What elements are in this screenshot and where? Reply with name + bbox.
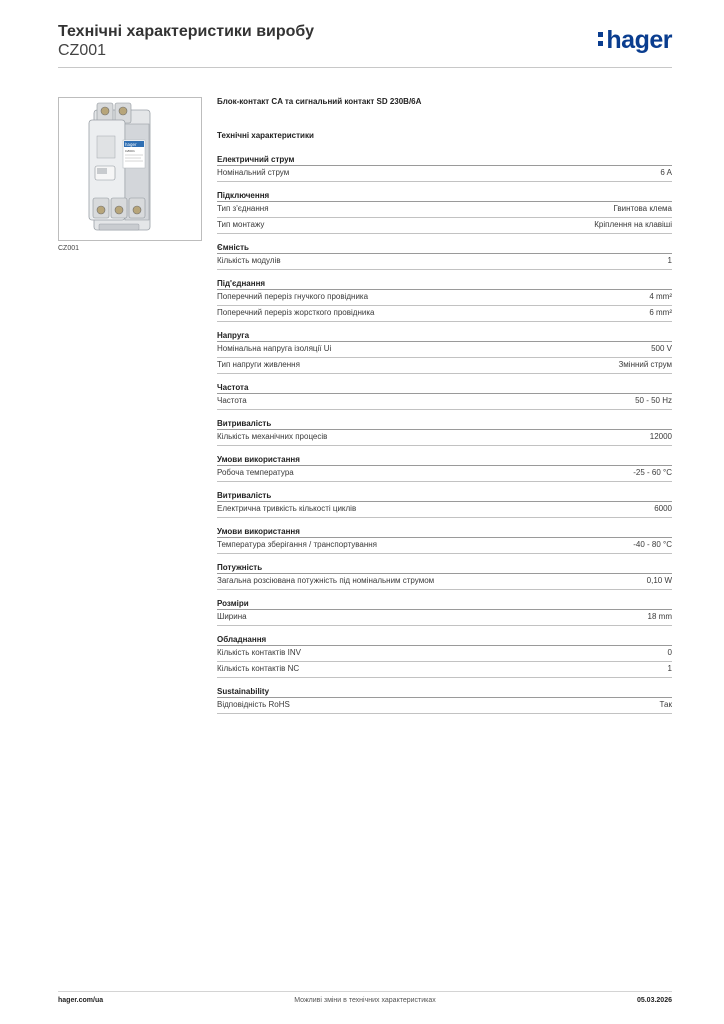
spec-value: 500 V xyxy=(651,344,672,353)
spec-label: Номінальний струм xyxy=(217,168,290,177)
spec-group xyxy=(217,418,672,446)
header-divider xyxy=(58,67,672,68)
spec-value: 1 xyxy=(667,664,672,673)
spec-group xyxy=(217,190,672,234)
spec-label: Кількість контактів INV xyxy=(217,648,301,657)
spec-label: Температура зберігання / транспортування xyxy=(217,540,378,549)
spec-group xyxy=(217,686,672,714)
spec-row xyxy=(217,466,672,482)
spec-value: 6000 xyxy=(654,504,672,513)
spec-group-title: Витривалість xyxy=(217,418,672,430)
spec-value: -40 - 80 °C xyxy=(633,540,672,549)
spec-row xyxy=(217,358,672,374)
spec-label: Кількість модулів xyxy=(217,256,281,265)
spec-label: Кількість контактів NC xyxy=(217,664,300,673)
spec-row xyxy=(217,394,672,410)
footer-note: Можливі зміни в технічних характеристиках xyxy=(294,997,436,1004)
spec-label: Поперечний переріз жорсткого провідника xyxy=(217,308,375,317)
page-footer xyxy=(58,997,672,1007)
spec-group-title: Електричний струм xyxy=(217,154,672,166)
spec-row xyxy=(217,306,672,322)
device-brand-label: hager xyxy=(125,142,137,147)
page-header xyxy=(58,22,672,68)
spec-value: 6 mm² xyxy=(649,308,672,317)
spec-value: 0 xyxy=(667,648,672,657)
spec-value: 6 A xyxy=(660,168,672,177)
spec-value: Гвинтова клема xyxy=(613,204,672,213)
spec-label: Кількість механічних процесів xyxy=(217,432,328,441)
spec-value: 18 mm xyxy=(647,612,672,621)
page-title: Технічні характеристики виробу xyxy=(58,23,314,40)
spec-group xyxy=(217,634,672,678)
spec-label: Поперечний переріз гнучкого провідника xyxy=(217,292,369,301)
spec-group-title: Витривалість xyxy=(217,490,672,502)
product-image xyxy=(58,97,202,241)
hager-logo xyxy=(598,26,672,55)
product-illustration xyxy=(59,98,201,240)
spec-row xyxy=(217,290,672,306)
spec-row xyxy=(217,662,672,678)
spec-value: Змінний струм xyxy=(618,360,672,369)
spec-group-title: Умови використання xyxy=(217,454,672,466)
spec-value: Так xyxy=(659,700,672,709)
spec-group xyxy=(217,154,672,182)
product-title: Блок-контакт CA та сигнальний контакт SD 230В/6А xyxy=(217,97,422,106)
spec-label: Ширина xyxy=(217,612,247,621)
image-caption: CZ001 xyxy=(58,245,80,252)
spec-groups xyxy=(217,154,672,714)
spec-group xyxy=(217,330,672,374)
spec-group xyxy=(217,382,672,410)
spec-group-title: Sustainability xyxy=(217,686,672,698)
spec-value: 50 - 50 Hz xyxy=(635,396,672,405)
product-code: CZ001 xyxy=(58,42,107,59)
logo-mark-icon xyxy=(598,32,604,50)
spec-label: Частота xyxy=(217,396,247,405)
spec-group-title: Підключення xyxy=(217,190,672,202)
spec-row xyxy=(217,166,672,182)
section-heading: Технічні характеристики xyxy=(217,131,314,140)
footer-website-link[interactable]: hager.com/ua xyxy=(58,997,104,1004)
spec-row xyxy=(217,574,672,590)
spec-value: Кріплення на клавіші xyxy=(594,220,672,229)
spec-group xyxy=(217,526,672,554)
spec-value: 12000 xyxy=(649,432,672,441)
spec-label: Електрична тривкість кількості циклів xyxy=(217,504,357,513)
spec-label: Номінальна напруга ізоляції Ui xyxy=(217,344,332,353)
spec-group-title: Ємність xyxy=(217,242,672,254)
spec-group xyxy=(217,598,672,626)
spec-group-title: Потужність xyxy=(217,562,672,574)
spec-row xyxy=(217,254,672,270)
spec-value: 4 mm² xyxy=(649,292,672,301)
spec-label: Відповідність RoHS xyxy=(217,700,290,709)
device-code-label: CZ001 xyxy=(125,149,135,153)
spec-row xyxy=(217,698,672,714)
spec-group-title: Частота xyxy=(217,382,672,394)
spec-group xyxy=(217,278,672,322)
spec-row xyxy=(217,202,672,218)
spec-group xyxy=(217,242,672,270)
spec-group-title: Розміри xyxy=(217,598,672,610)
logo-text: hager xyxy=(606,26,672,54)
spec-group-title: Умови використання xyxy=(217,526,672,538)
spec-group-title: Обладнання xyxy=(217,634,672,646)
spec-content xyxy=(217,96,672,722)
spec-value: -25 - 60 °C xyxy=(633,468,672,477)
spec-value: 1 xyxy=(667,256,672,265)
spec-group-title: Напруга xyxy=(217,330,672,342)
spec-row xyxy=(217,342,672,358)
spec-group xyxy=(217,454,672,482)
spec-label: Тип монтажу xyxy=(217,220,265,229)
spec-row xyxy=(217,430,672,446)
spec-label: Робоча температура xyxy=(217,468,294,477)
spec-row xyxy=(217,610,672,626)
spec-group-title: Під'єднання xyxy=(217,278,672,290)
spec-row xyxy=(217,646,672,662)
spec-group xyxy=(217,490,672,518)
spec-group xyxy=(217,562,672,590)
spec-row xyxy=(217,502,672,518)
spec-row xyxy=(217,538,672,554)
footer-divider xyxy=(58,991,672,992)
spec-value: 0,10 W xyxy=(646,576,672,585)
spec-row xyxy=(217,218,672,234)
spec-label: Тип напруги живлення xyxy=(217,360,300,369)
spec-label: Загальна розсіювана потужність під номінальним струмом xyxy=(217,576,435,585)
footer-date: 05.03.2026 xyxy=(636,997,672,1004)
spec-label: Тип з'єднання xyxy=(217,204,269,213)
